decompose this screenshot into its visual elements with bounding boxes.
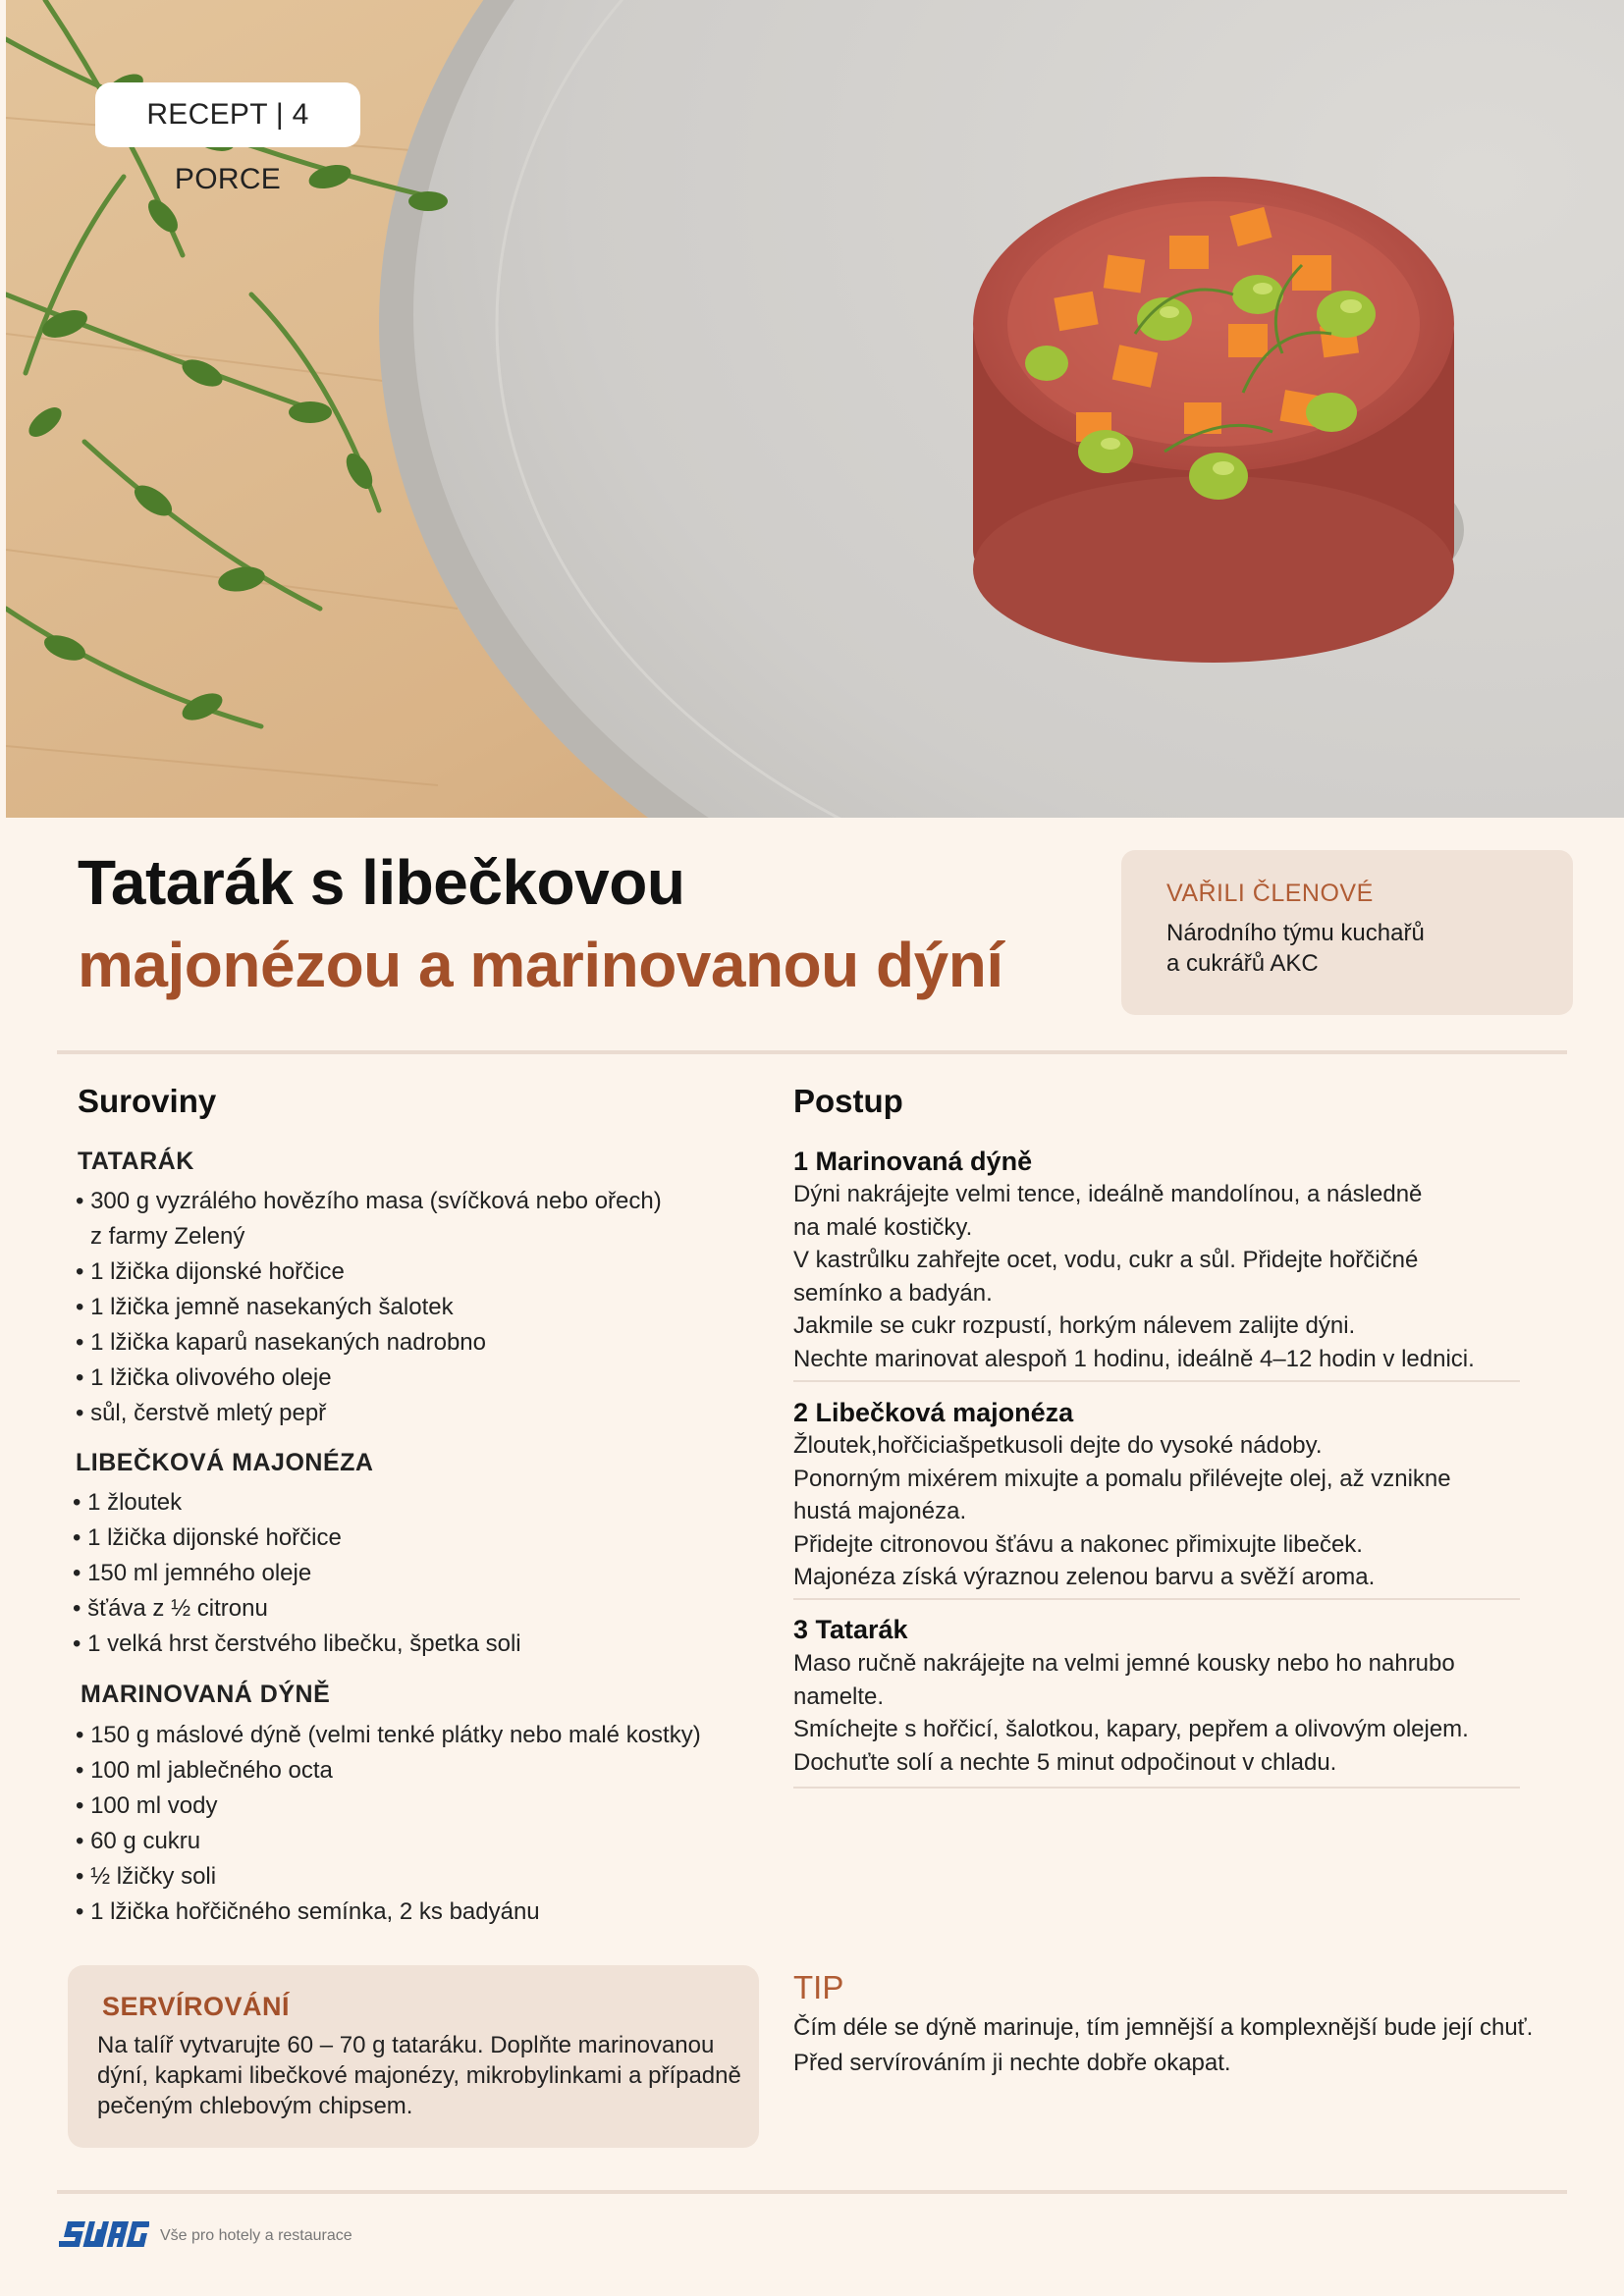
recipe-title-line2: majonézou a marinovanou dýní [78, 930, 1003, 1000]
step-line: Jakmile se cukr rozpustí, horkým nálevem zalijte dýni. [793, 1312, 1356, 1339]
ingredient-item: • 150 ml jemného oleje [73, 1560, 312, 1586]
step-title: 3 Tatarák [793, 1615, 908, 1644]
step-line: Dochuťte solí a nechte 5 minut odpočinout v chladu. [793, 1748, 1337, 1776]
ingredients-section-title: MARINOVANÁ DÝNĚ [81, 1681, 331, 1708]
ingredient-item: • 1 lžička jemně nasekaných šalotek [76, 1294, 454, 1320]
ingredients-heading: Suroviny [78, 1083, 217, 1119]
ingredient-item: • 60 g cukru [76, 1828, 201, 1854]
ingredient-item: • 1 lžička hořčičného semínka, 2 ks badyánu [76, 1898, 540, 1925]
serving-text [97, 2030, 741, 2121]
step-divider [793, 1787, 1520, 1789]
step-line: Dýni nakrájejte velmi tence, ideálně mandolínou, a následně [793, 1181, 1423, 1207]
step-title: 1 Marinovaná dýně [793, 1147, 1033, 1176]
step-line: hustá majonéza. [793, 1498, 967, 1524]
ingredient-item: • 1 velká hrst čerstvého libečku, špetka soli [73, 1630, 521, 1657]
ingredient-item: • 300 g vyzrálého hovězího masa (svíčková nebo ořech) [76, 1188, 662, 1214]
ingredient-item: • 1 lžička kaparů nasekaných nadrobno [76, 1329, 486, 1356]
recipe-badge: RECEPT | 4 PORCE [95, 82, 360, 147]
ingredient-item: • šťáva z ½ citronu [73, 1595, 268, 1622]
ingredient-item: • 1 lžička olivového oleje [76, 1364, 332, 1391]
step-line: namelte. [793, 1682, 885, 1710]
footer-tagline: Vše pro hotely a restaurace [160, 2227, 352, 2244]
ingredient-item: • 100 ml vody [76, 1792, 218, 1819]
step-line: na malé kostičky. [793, 1213, 973, 1241]
footer-divider [57, 2190, 1567, 2194]
step-divider [793, 1380, 1520, 1382]
method-heading: Postup [793, 1083, 903, 1119]
tip-label: TIP [793, 1969, 844, 2005]
step-divider [793, 1598, 1520, 1600]
tip-text [793, 2010, 1533, 2081]
serving-line: dýní, kapkami libečkové majonézy, mikrobylinkami a případně [97, 2062, 741, 2089]
recipe-title-line1: Tatarák s libečkovou [78, 847, 685, 918]
step-line: Přidejte citronovou šťávu a nakonec přimixujte libeček. [793, 1530, 1363, 1558]
serving-line: Na talíř vytvarujte 60 – 70 g tataráku. Doplňte marinovanou [97, 2032, 715, 2058]
step-line: V kastrůlku zahřejte ocet, vodu, cukr a sůl. Přidejte hořčičné [793, 1247, 1419, 1273]
step-line: Žloutek,hořčiciašpetkusoli dejte do vysoké nádoby. [793, 1432, 1323, 1459]
step-line: Majonéza získá výraznou zelenou barvu a svěží aroma. [793, 1564, 1376, 1590]
cooked-by-line: a cukrářů AKC [1166, 950, 1319, 977]
serving-line: pečeným chlebovým chipsem. [97, 2093, 413, 2119]
divider [57, 1050, 1567, 1054]
ingredient-item: • 1 lžička dijonské hořčice [76, 1258, 345, 1285]
step-text [793, 1178, 1475, 1375]
ingredient-item: • 100 ml jablečného octa [76, 1757, 333, 1784]
tartare-dish [973, 177, 1454, 663]
ingredients-section-title: LIBEČKOVÁ MAJONÉZA [76, 1449, 374, 1476]
tip-line: Čím déle se dýně marinuje, tím jemnější a komplexnější bude její chuť. [793, 2014, 1534, 2041]
cooked-by-line: Národního týmu kuchařů [1166, 920, 1425, 946]
ingredient-item: • ½ lžičky soli [76, 1863, 217, 1890]
step-line: Ponorným mixérem mixujte a pomalu přilévejte olej, až vznikne [793, 1465, 1451, 1492]
serving-label: SERVÍROVÁNÍ [102, 1992, 291, 2021]
ingredient-item: • 1 žloutek [73, 1489, 183, 1516]
cooked-by-text [1166, 918, 1425, 979]
step-line: Nechte marinovat alespoň 1 hodinu, ideálně 4–12 hodin v lednici. [793, 1345, 1475, 1372]
step-line: Smíchejte s hořčicí, šalotkou, kapary, pepřem a olivovým olejem. [793, 1716, 1469, 1742]
step-line: Maso ručně nakrájejte na velmi jemné kousky nebo ho nahrubo [793, 1650, 1455, 1677]
step-line: semínko a badyán. [793, 1279, 993, 1307]
ingredient-item: • 1 lžička dijonské hořčice [73, 1524, 342, 1551]
step-text [793, 1647, 1469, 1779]
ingredient-item: • sůl, čerstvě mletý pepř [76, 1400, 327, 1426]
ingredient-item: z farmy Zelený [90, 1223, 245, 1250]
step-title: 2 Libečková majonéza [793, 1398, 1074, 1427]
cooked-by-label: VAŘILI ČLENOVÉ [1166, 880, 1374, 907]
ingredients-section-title: TATARÁK [78, 1148, 194, 1175]
ingredient-item: • 150 g máslové dýně (velmi tenké plátky nebo malé kostky) [76, 1722, 701, 1748]
step-text [793, 1429, 1451, 1594]
swag-logo [59, 2217, 149, 2251]
tip-line: Před servírováním ji nechte dobře okapat. [793, 2050, 1231, 2076]
